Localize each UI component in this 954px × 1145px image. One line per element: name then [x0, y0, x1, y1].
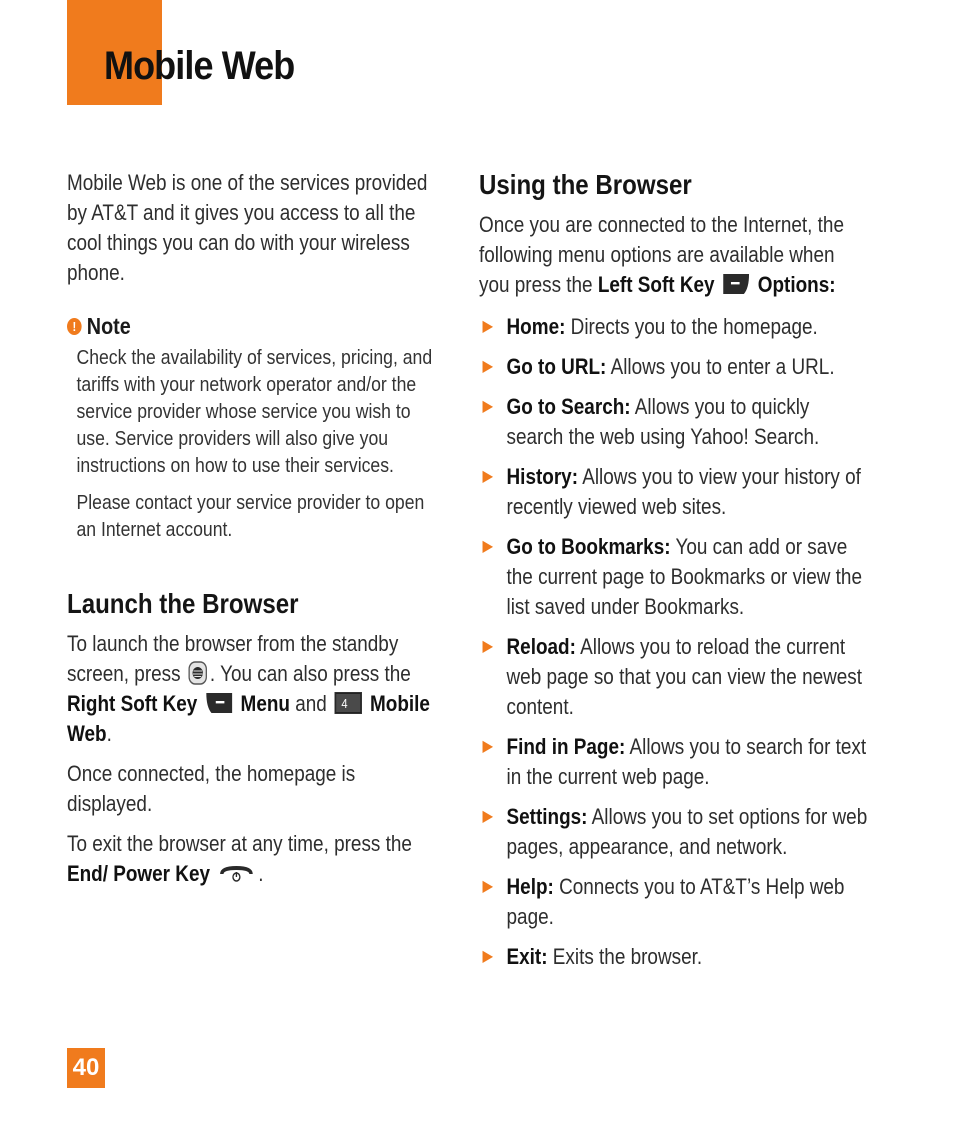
page-title: Mobile Web: [104, 44, 295, 88]
right-soft-key-icon: [205, 692, 233, 714]
item-desc: Allows you to view your history of recently viewed web sites.: [506, 464, 861, 519]
launch-text: . You can also press the: [209, 661, 411, 686]
key-4-label: 4: [341, 696, 348, 712]
list-item: [479, 312, 869, 342]
item-term: Find in Page:: [506, 734, 626, 759]
triangle-right-icon: ▶: [482, 538, 494, 555]
list-item: [479, 872, 869, 932]
right-soft-key-label: Right Soft Key: [67, 691, 198, 716]
item-term: Go to URL:: [506, 354, 607, 379]
exit-text: To exit the browser at any time, press the: [67, 831, 412, 856]
note-box: [67, 312, 445, 543]
item-desc: Allows you to quickly search the web using Yahoo! Search.: [506, 394, 820, 449]
right-column: [479, 168, 869, 982]
item-desc: Allows you to set options for web pages, appearance, and network.: [506, 804, 868, 859]
menu-label: Menu: [240, 691, 290, 716]
end-power-key-label: End/ Power Key: [67, 861, 211, 886]
triangle-right-icon: ▶: [482, 738, 494, 755]
list-item: [479, 942, 869, 972]
item-desc: Directs you to the homepage.: [570, 314, 818, 339]
launch-paragraph: [67, 629, 445, 749]
note-paragraph: Please contact your service provider to open an Internet account.: [76, 491, 425, 541]
left-soft-key-icon: [722, 273, 750, 295]
list-item: [479, 532, 869, 622]
triangle-right-icon: ▶: [482, 358, 494, 375]
exit-paragraph: [67, 829, 445, 889]
triangle-right-icon: ▶: [482, 318, 494, 335]
item-term: Go to Search:: [506, 394, 631, 419]
note-paragraph: Check the availability of services, pricing, and tariffs with your network operator and/or the service provider whose service you wish to use. Service providers will also give you instructions on how to use their services.: [76, 346, 433, 477]
launch-text: .: [106, 721, 112, 746]
note-heading-label: Note: [86, 313, 131, 339]
key-4-ghi-icon: [335, 692, 363, 714]
page-number: 40: [67, 1048, 105, 1088]
triangle-right-icon: ▶: [482, 948, 494, 965]
left-soft-key-label: Left Soft Key: [597, 272, 715, 297]
note-heading: [67, 312, 445, 340]
triangle-right-icon: ▶: [482, 468, 494, 485]
using-intro-text: Once you are connected to the Internet, the following menu options are available when you press the: [479, 212, 844, 297]
item-term: Reload:: [506, 634, 576, 659]
end-power-key-icon: [218, 862, 256, 884]
item-term: Help:: [506, 874, 554, 899]
list-item: [479, 802, 869, 862]
browser-options-list: [479, 312, 869, 972]
item-desc: Allows you to enter a URL.: [610, 354, 835, 379]
list-item: [479, 632, 869, 722]
item-term: Settings:: [506, 804, 588, 829]
exit-text: .: [258, 861, 264, 886]
launch-browser-heading: Launch the Browser: [67, 588, 299, 619]
item-desc: Allows you to search for text in the current web page.: [506, 734, 867, 789]
list-item: [479, 732, 869, 792]
launch-text: and: [295, 691, 327, 716]
exclamation-circle-icon: !: [67, 318, 82, 335]
connected-paragraph: Once connected, the homepage is displayed.: [67, 761, 356, 816]
intro-paragraph: Mobile Web is one of the services provided by AT&T and it gives you access to all the cool things you can do with your wireless phone.: [67, 170, 428, 285]
options-label: Options:: [757, 272, 836, 297]
item-desc: Allows you to reload the current web page so that you can view the newest content.: [506, 634, 863, 719]
item-desc: You can add or save the current page to Bookmarks or view the list saved under Bookmarks.: [506, 534, 862, 619]
mobile-web-label: Mobile Web: [67, 691, 430, 746]
using-browser-heading: Using the Browser: [479, 169, 692, 200]
note-body: [76, 344, 445, 543]
item-desc: Exits the browser.: [552, 944, 703, 969]
triangle-right-icon: ▶: [482, 638, 494, 655]
item-desc: Connects you to AT&T’s Help web page.: [506, 874, 845, 929]
att-globe-key-icon: [188, 661, 207, 685]
left-column: [67, 168, 445, 899]
list-item: [479, 462, 869, 522]
list-item: [479, 392, 869, 452]
triangle-right-icon: ▶: [482, 398, 494, 415]
item-term: Exit:: [506, 944, 548, 969]
using-intro-paragraph: [479, 210, 869, 300]
item-term: Go to Bookmarks:: [506, 534, 671, 559]
launch-text: To launch the browser from the standby screen, press: [67, 631, 399, 686]
item-term: Home:: [506, 314, 566, 339]
list-item: [479, 352, 869, 382]
item-term: History:: [506, 464, 579, 489]
triangle-right-icon: ▶: [482, 808, 494, 825]
triangle-right-icon: ▶: [482, 878, 494, 895]
